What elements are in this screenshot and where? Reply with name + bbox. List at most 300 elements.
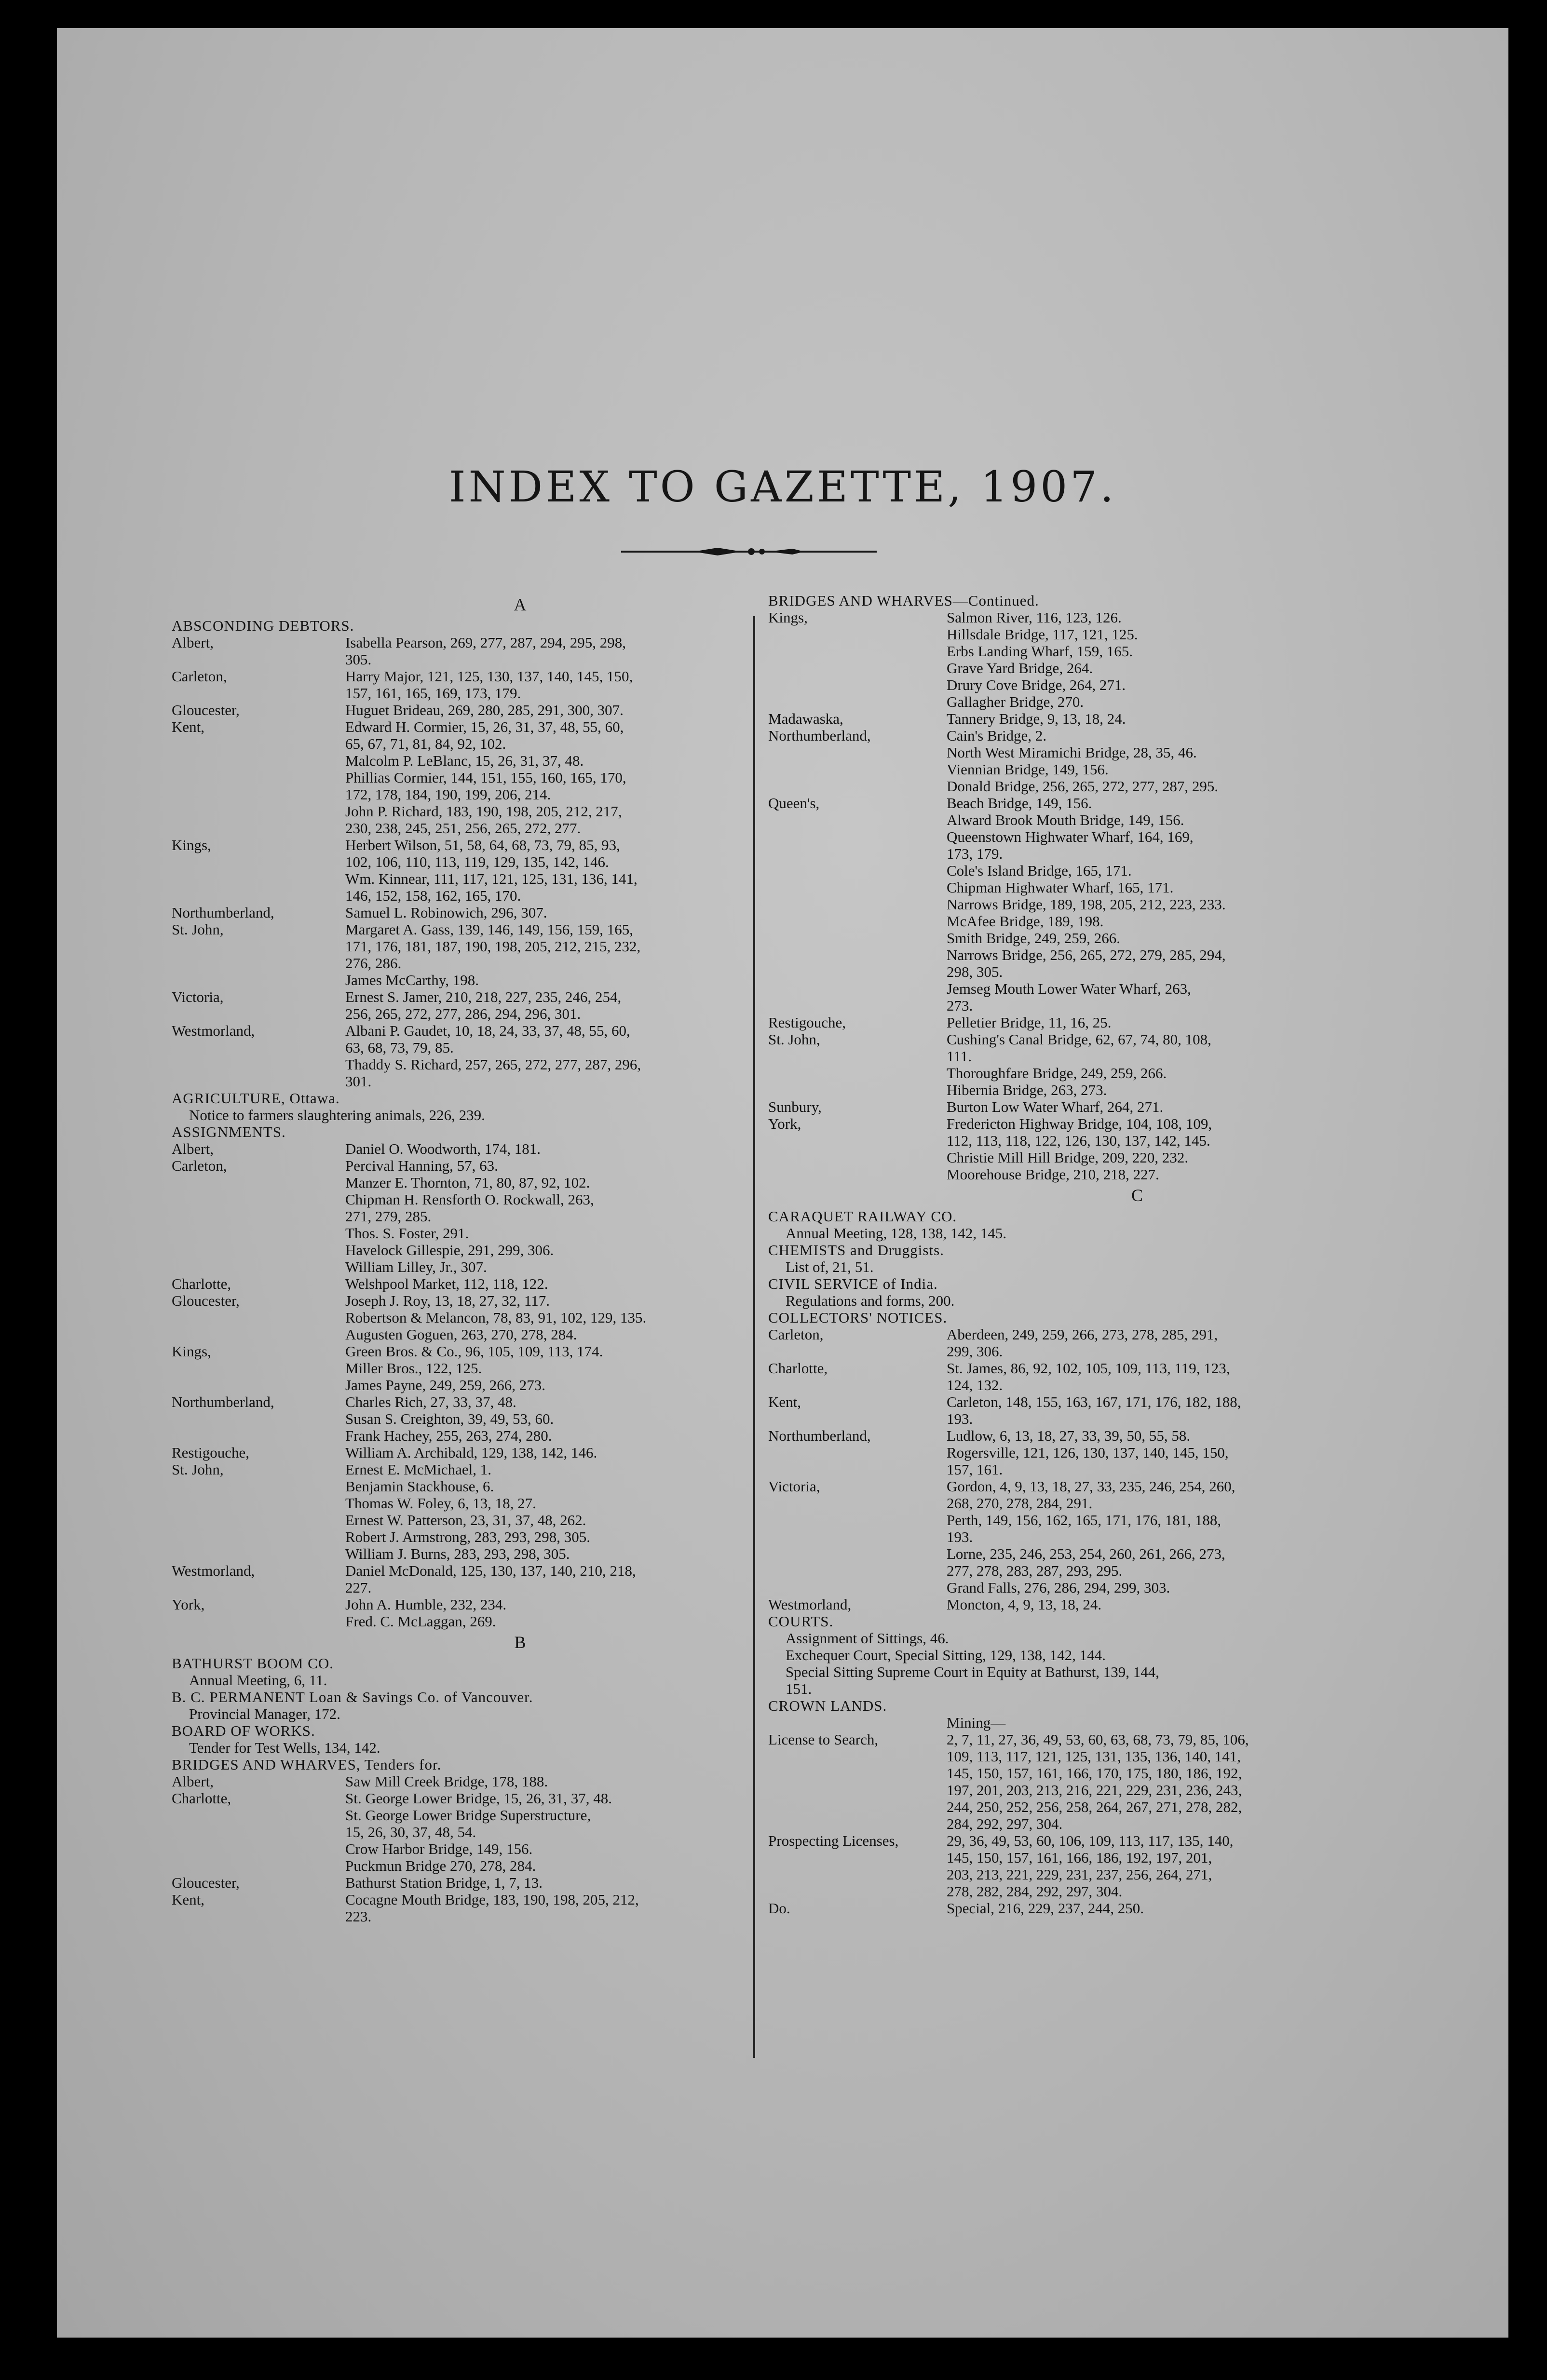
index-entry — [768, 626, 1419, 643]
entry-text: Phillias Cormier, 144, 151, 155, 160, 165, 170, 172, 178, 184, 190, 199, 206, 214. — [345, 769, 626, 803]
county-label: St. John, — [768, 1031, 820, 1048]
entry-text: Daniel McDonald, 125, 130, 137, 140, 210, 218, 227. — [345, 1562, 636, 1596]
county-label — [768, 744, 947, 761]
county-label — [768, 660, 947, 676]
county-label: Northumberland, — [172, 1393, 274, 1410]
index-entry — [172, 1191, 782, 1225]
index-entry — [768, 1031, 1419, 1065]
entry-text: Puckmun Bridge 270, 278, 284. — [345, 1857, 536, 1874]
entry-text: Moncton, 4, 9, 13, 18, 24. — [947, 1596, 1102, 1613]
county-label — [768, 1579, 947, 1596]
entry-text: Cushing's Canal Bridge, 62, 67, 74, 80, 108, 111. — [947, 1031, 1211, 1065]
entry-text: Thaddy S. Richard, 257, 265, 272, 277, 287, 296, 301. — [345, 1056, 641, 1090]
county-label — [768, 778, 947, 795]
index-entry — [172, 1309, 782, 1326]
index-entry — [172, 1056, 782, 1090]
county-label: Carleton, — [768, 1326, 824, 1343]
entry-text: St. George Lower Bridge Superstructure, 15, 26, 30, 37, 48, 54. — [345, 1807, 591, 1840]
county-label — [768, 930, 947, 947]
index-entry — [768, 676, 1419, 693]
county-label — [768, 811, 947, 828]
entry-text: Grand Falls, 276, 286, 294, 299, 303. — [947, 1579, 1170, 1596]
index-heading: B. C. PERMANENT Loan & Savings Co. of Vancouver. — [172, 1689, 533, 1705]
entry-text: Alward Brook Mouth Bridge, 149, 156. — [947, 811, 1184, 828]
index-entry — [768, 980, 1419, 1014]
entry-text: Grave Yard Bridge, 264. — [947, 660, 1093, 676]
county-label — [768, 879, 947, 896]
county-label: Northumberland, — [768, 1427, 871, 1444]
index-heading: BOARD OF WORKS. — [172, 1722, 315, 1739]
county-label — [768, 761, 947, 778]
county-label: Westmorland, — [172, 1562, 255, 1579]
entry-text: Charles Rich, 27, 33, 37, 48. — [345, 1393, 516, 1410]
county-label: Charlotte, — [172, 1790, 231, 1807]
entry-text: Harry Major, 121, 125, 130, 137, 140, 145, 150, 157, 161, 165, 169, 173, 179. — [345, 668, 633, 702]
index-entry — [172, 718, 782, 752]
index-entry — [172, 870, 782, 904]
left-column — [172, 592, 782, 1925]
county-label: Northumberland, — [172, 904, 274, 921]
index-entry — [768, 1596, 1419, 1613]
county-label: York, — [172, 1596, 205, 1613]
index-entry — [172, 1343, 782, 1360]
index-heading: BATHURST BOOM CO. — [172, 1655, 334, 1672]
entry-text: Ernest E. McMichael, 1. — [345, 1461, 492, 1478]
index-entry — [768, 1014, 1419, 1031]
entry-text: Herbert Wilson, 51, 58, 64, 68, 73, 79, 85, 93, 102, 106, 110, 113, 119, 129, 135, 142, 146. — [345, 837, 620, 870]
entry-text: Drury Cove Bridge, 264, 271. — [947, 676, 1126, 693]
entry-text: Carleton, 148, 155, 163, 167, 171, 176, 182, 188, 193. — [947, 1393, 1241, 1427]
county-label: Sunbury, — [768, 1098, 822, 1115]
index-entry — [768, 643, 1419, 660]
index-subentry: Assignment of Sittings, 46. — [786, 1630, 949, 1647]
county-label — [768, 828, 947, 862]
county-label: Queen's, — [768, 795, 820, 811]
county-label — [172, 870, 345, 904]
index-entry — [768, 862, 1419, 879]
index-entry — [768, 879, 1419, 896]
county-label — [768, 1444, 947, 1478]
ornamental-rule — [621, 543, 877, 560]
index-entry — [768, 1478, 1419, 1512]
index-subentry: Exchequer Court, Special Sitting, 129, 138, 142, 144. — [786, 1647, 1106, 1663]
index-entry — [768, 1545, 1419, 1579]
index-heading: COLLECTORS' NOTICES. — [768, 1309, 948, 1326]
index-heading: AGRICULTURE, Ottawa. — [172, 1090, 340, 1107]
index-entry — [768, 811, 1419, 828]
entry-text: Narrows Bridge, 189, 198, 205, 212, 223, 233. — [947, 896, 1226, 913]
county-label: St. John, — [172, 1461, 224, 1478]
county-label: Kent, — [172, 718, 205, 735]
entry-text: Welshpool Market, 112, 118, 122. — [345, 1275, 548, 1292]
index-entry — [768, 609, 1419, 626]
entry-text: Pelletier Bridge, 11, 16, 25. — [947, 1014, 1112, 1031]
index-entry — [172, 1022, 782, 1056]
entry-text: Gallagher Bridge, 270. — [947, 693, 1084, 710]
county-label: Kings, — [172, 1343, 211, 1360]
index-entry — [172, 1427, 782, 1444]
county-label — [172, 1478, 345, 1495]
entry-text: Smith Bridge, 249, 259, 266. — [947, 930, 1120, 947]
index-entry — [768, 660, 1419, 676]
index-entry — [172, 1242, 782, 1258]
index-entry — [172, 1174, 782, 1191]
entry-text: Perth, 149, 156, 162, 165, 171, 176, 181, 188, 193. — [947, 1512, 1221, 1545]
entry-text: St. George Lower Bridge, 15, 26, 31, 37, 48. — [345, 1790, 612, 1807]
index-entry — [768, 1082, 1419, 1098]
entry-text: Edward H. Cormier, 15, 26, 31, 37, 48, 55, 60, 65, 67, 71, 81, 84, 92, 102. — [345, 718, 624, 752]
entry-text: Frank Hachey, 255, 263, 274, 280. — [345, 1427, 552, 1444]
index-entry — [172, 1410, 782, 1427]
entry-text: Robertson & Melancon, 78, 83, 91, 102, 129, 135. — [345, 1309, 647, 1326]
index-heading: CIVIL SERVICE of India. — [768, 1275, 938, 1292]
index-entry — [172, 1562, 782, 1596]
entry-text: Rogersville, 121, 126, 130, 137, 140, 145, 150, 157, 161. — [947, 1444, 1229, 1478]
index-entry — [172, 1840, 782, 1857]
entry-text: Donald Bridge, 256, 265, 272, 277, 287, 295. — [947, 778, 1219, 795]
county-label — [172, 1613, 345, 1630]
county-label: Victoria, — [768, 1478, 820, 1495]
entry-text: Burton Low Water Wharf, 264, 271. — [947, 1098, 1164, 1115]
index-entry — [768, 1512, 1419, 1545]
entry-text: Daniel O. Woodworth, 174, 181. — [345, 1140, 541, 1157]
index-heading: BRIDGES AND WHARVES, Tenders for. — [172, 1756, 442, 1773]
section-letter: A — [514, 595, 527, 614]
index-entry — [768, 744, 1419, 761]
county-label: Gloucester, — [172, 1874, 240, 1891]
index-entry — [172, 1393, 782, 1410]
entry-text: Wm. Kinnear, 111, 117, 121, 125, 131, 136, 141, 146, 152, 158, 162, 165, 170. — [345, 870, 638, 904]
index-entry — [172, 1292, 782, 1309]
entry-text: Viennian Bridge, 149, 156. — [947, 761, 1109, 778]
index-heading: BRIDGES AND WHARVES—Continued. — [768, 592, 1039, 609]
index-entry — [768, 930, 1419, 947]
index-entry — [768, 1832, 1419, 1900]
county-label — [172, 1512, 345, 1528]
index-entry — [768, 1360, 1419, 1393]
index-entry — [172, 1275, 782, 1292]
county-label — [768, 1166, 947, 1183]
index-subentry: Annual Meeting, 6, 11. — [189, 1672, 327, 1689]
entry-text: Samuel L. Robinowich, 296, 307. — [345, 904, 547, 921]
index-entry — [172, 1613, 782, 1630]
county-label — [172, 1427, 345, 1444]
entry-text: Cole's Island Bridge, 165, 171. — [947, 862, 1132, 879]
county-label — [768, 947, 947, 980]
entry-text: Augusten Goguen, 263, 270, 278, 284. — [345, 1326, 577, 1343]
county-label: Westmorland, — [172, 1022, 255, 1039]
entry-text: Gordon, 4, 9, 13, 18, 27, 33, 235, 246, 254, 260, 268, 270, 278, 284, 291. — [947, 1478, 1235, 1512]
index-entry — [172, 921, 782, 972]
county-label: Carleton, — [172, 668, 227, 685]
index-entry — [768, 1065, 1419, 1082]
entry-text: Huguet Brideau, 269, 280, 285, 291, 300, 307. — [345, 702, 624, 718]
entry-text: Miller Bros., 122, 125. — [345, 1360, 482, 1377]
entry-text: Percival Hanning, 57, 63. — [345, 1157, 498, 1174]
index-entry — [172, 769, 782, 803]
entry-text: Chipman H. Rensforth O. Rockwall, 263, 271, 279, 285. — [345, 1191, 594, 1225]
index-entry — [768, 828, 1419, 862]
index-entry — [172, 668, 782, 702]
entry-text: Fredericton Highway Bridge, 104, 108, 109, 112, 113, 118, 122, 126, 130, 137, 142, 145. — [947, 1115, 1212, 1149]
index-entry — [768, 1115, 1419, 1149]
county-label: Northumberland, — [768, 727, 871, 744]
entry-text: Lorne, 235, 246, 253, 254, 260, 261, 266, 273, 277, 278, 283, 287, 293, 295. — [947, 1545, 1225, 1579]
county-label — [768, 693, 947, 710]
index-entry — [172, 1891, 782, 1925]
index-entry — [172, 1478, 782, 1495]
county-label — [172, 1174, 345, 1191]
index-entry — [172, 1545, 782, 1562]
index-entry — [768, 1900, 1419, 1917]
entry-text: Ludlow, 6, 13, 18, 27, 33, 39, 50, 55, 58. — [947, 1427, 1191, 1444]
index-entry — [172, 1326, 782, 1343]
county-label: Kings, — [172, 837, 211, 853]
index-entry — [768, 1427, 1419, 1444]
index-entry — [172, 988, 782, 1022]
entry-text: Salmon River, 116, 123, 126. — [947, 609, 1122, 626]
index-entry — [768, 778, 1419, 795]
county-label — [768, 676, 947, 693]
entry-text: Benjamin Stackhouse, 6. — [345, 1478, 494, 1495]
index-entry — [768, 1714, 1419, 1731]
county-label: Charlotte, — [768, 1360, 828, 1377]
county-label — [172, 1840, 345, 1857]
section-letter: C — [1131, 1186, 1143, 1205]
county-label — [172, 1545, 345, 1562]
county-label — [768, 1512, 947, 1545]
county-label — [768, 1065, 947, 1082]
index-entry — [768, 947, 1419, 980]
index-entry — [172, 1857, 782, 1874]
index-entry — [172, 837, 782, 870]
index-entry — [768, 795, 1419, 811]
county-label — [172, 1326, 345, 1343]
county-label — [172, 769, 345, 803]
index-entry — [172, 1807, 782, 1840]
entry-text: Moorehouse Bridge, 210, 218, 227. — [947, 1166, 1159, 1183]
entry-text: James Payne, 249, 259, 266, 273. — [345, 1377, 546, 1393]
county-label — [768, 1714, 947, 1731]
entry-text: Bathurst Station Bridge, 1, 7, 13. — [345, 1874, 543, 1891]
county-label — [172, 1225, 345, 1242]
county-label: St. John, — [172, 921, 224, 938]
entry-text: Mining— — [947, 1714, 1006, 1731]
entry-text: Susan S. Creighton, 39, 49, 53, 60. — [345, 1410, 554, 1427]
county-label — [768, 643, 947, 660]
page-title: INDEX TO GAZETTE, 1907. — [448, 462, 1117, 512]
county-label: Gloucester, — [172, 1292, 240, 1309]
entry-text: Havelock Gillespie, 291, 299, 306. — [345, 1242, 554, 1258]
entry-text: William J. Burns, 283, 293, 298, 305. — [345, 1545, 570, 1562]
entry-text: Thos. S. Foster, 291. — [345, 1225, 469, 1242]
index-entry — [172, 634, 782, 668]
entry-text: Queenstown Highwater Wharf, 164, 169, 173, 179. — [947, 828, 1194, 862]
county-label: Westmorland, — [768, 1596, 852, 1613]
county-label — [172, 1056, 345, 1090]
county-label: License to Search, — [768, 1731, 879, 1748]
index-heading: ABSCONDING DEBTORS. — [172, 617, 354, 634]
index-entry — [172, 972, 782, 988]
county-label — [768, 1149, 947, 1166]
index-subentry: Provincial Manager, 172. — [189, 1705, 340, 1722]
index-entry — [172, 702, 782, 718]
county-label — [768, 980, 947, 1014]
entry-text: Thomas W. Foley, 6, 13, 18, 27. — [345, 1495, 536, 1512]
index-entry — [768, 1166, 1419, 1183]
county-label — [172, 1242, 345, 1258]
entry-text: Hibernia Bridge, 263, 273. — [947, 1082, 1107, 1098]
county-label — [172, 1191, 345, 1225]
index-entry — [768, 727, 1419, 744]
entry-text: Jemseg Mouth Lower Water Wharf, 263, 273. — [947, 980, 1191, 1014]
entry-text: Margaret A. Gass, 139, 146, 149, 156, 159, 165, 171, 176, 181, 187, 190, 198, 205, 212, 215, 232, 276, 286. — [345, 921, 641, 972]
index-entry — [172, 1225, 782, 1242]
right-column — [768, 592, 1419, 1917]
index-entry — [172, 752, 782, 769]
entry-text: Cocagne Mouth Bridge, 183, 190, 198, 205, 212, 223. — [345, 1891, 639, 1925]
county-label: Kent, — [768, 1393, 801, 1410]
county-label: Albert, — [172, 1140, 214, 1157]
index-entry — [768, 1098, 1419, 1115]
entry-text: Special, 216, 229, 237, 244, 250. — [947, 1900, 1144, 1917]
county-label — [172, 1528, 345, 1545]
entry-text: James McCarthy, 198. — [345, 972, 479, 988]
index-subentry: List of, 21, 51. — [786, 1258, 874, 1275]
entry-text: Chipman Highwater Wharf, 165, 171. — [947, 879, 1174, 896]
entry-text: William Lilley, Jr., 307. — [345, 1258, 487, 1275]
index-entry — [172, 1790, 782, 1807]
index-entry — [172, 1596, 782, 1613]
index-subentry: Special Sitting Supreme Court in Equity at Bathurst, 139, 144, 151. — [786, 1663, 1159, 1697]
index-entry — [768, 1731, 1419, 1832]
county-label — [172, 752, 345, 769]
index-entry — [768, 761, 1419, 778]
county-label — [172, 1857, 345, 1874]
entry-text: William A. Archibald, 129, 138, 142, 146. — [345, 1444, 597, 1461]
entry-text: Aberdeen, 249, 259, 266, 273, 278, 285, 291, 299, 306. — [947, 1326, 1218, 1360]
entry-text: Thoroughfare Bridge, 249, 259, 266. — [947, 1065, 1167, 1082]
county-label: Charlotte, — [172, 1275, 231, 1292]
county-label: York, — [768, 1115, 801, 1132]
entry-text: Saw Mill Creek Bridge, 178, 188. — [345, 1773, 548, 1790]
entry-text: Isabella Pearson, 269, 277, 287, 294, 295, 298, 305. — [345, 634, 626, 668]
county-label — [172, 1410, 345, 1427]
index-entry — [768, 1393, 1419, 1427]
county-label: Carleton, — [172, 1157, 227, 1174]
county-label — [768, 896, 947, 913]
index-entry — [172, 803, 782, 837]
index-heading: COURTS. — [768, 1613, 834, 1630]
county-label: Restigouche, — [172, 1444, 249, 1461]
county-label: Do. — [768, 1900, 790, 1917]
county-label — [172, 1309, 345, 1326]
county-label — [172, 1807, 345, 1840]
index-subentry: Notice to farmers slaughtering animals, 226, 239. — [189, 1107, 485, 1123]
index-entry — [172, 1258, 782, 1275]
index-heading: CROWN LANDS. — [768, 1697, 887, 1714]
index-entry — [172, 1157, 782, 1174]
county-label — [172, 1360, 345, 1377]
index-heading: CARAQUET RAILWAY CO. — [768, 1208, 957, 1225]
entry-text: John P. Richard, 183, 190, 198, 205, 212, 217, 230, 238, 245, 251, 256, 265, 272, 277. — [345, 803, 622, 837]
county-label — [768, 913, 947, 930]
entry-text: 2, 7, 11, 27, 36, 49, 53, 60, 63, 68, 73, 79, 85, 106, 109, 113, 117, 121, 125, 131, 135, 136, 140, 141, 145, 150, 157, 161, 166, 170, 175, 180, 186, 192, 197, 201, 203, 213, 216, 221, 229, 231, 236, 243, 244, 250, 252, 256, 258, 264, 267, 271, 278, 282, 284, 292, 297, 304. — [947, 1731, 1249, 1832]
index-entry — [172, 1528, 782, 1545]
index-entry — [172, 1461, 782, 1478]
index-entry — [172, 904, 782, 921]
index-subentry: Tender for Test Wells, 134, 142. — [189, 1739, 380, 1756]
index-entry — [172, 1495, 782, 1512]
index-subentry: Regulations and forms, 200. — [786, 1292, 955, 1309]
county-label — [172, 1495, 345, 1512]
county-label — [768, 626, 947, 643]
index-entry — [768, 1326, 1419, 1360]
entry-text: Cain's Bridge, 2. — [947, 727, 1047, 744]
index-entry — [768, 1579, 1419, 1596]
entry-text: McAfee Bridge, 189, 198. — [947, 913, 1104, 930]
entry-text: Malcolm P. LeBlanc, 15, 26, 31, 37, 48. — [345, 752, 584, 769]
index-subentry: Annual Meeting, 128, 138, 142, 145. — [786, 1225, 1007, 1242]
entry-text: John A. Humble, 232, 234. — [345, 1596, 507, 1613]
index-entry — [768, 896, 1419, 913]
entry-text: Robert J. Armstrong, 283, 293, 298, 305. — [345, 1528, 591, 1545]
county-label: Gloucester, — [172, 702, 240, 718]
county-label — [768, 1545, 947, 1579]
index-entry — [768, 710, 1419, 727]
index-entry — [172, 1377, 782, 1393]
index-entry — [768, 693, 1419, 710]
entry-text: Christie Mill Hill Bridge, 209, 220, 232. — [947, 1149, 1189, 1166]
entry-text: Beach Bridge, 149, 156. — [947, 795, 1092, 811]
county-label — [172, 1377, 345, 1393]
entry-text: 29, 36, 49, 53, 60, 106, 109, 113, 117, 135, 140, 145, 150, 157, 161, 166, 186, 192, 197, 201, 203, 213, 221, 229, 231, 237, 256, 264, 271, 278, 282, 284, 292, 297, 304. — [947, 1832, 1234, 1900]
county-label — [768, 862, 947, 879]
index-entry — [768, 1444, 1419, 1478]
entry-text: Ernest W. Patterson, 23, 31, 37, 48, 262. — [345, 1512, 586, 1528]
county-label: Restigouche, — [768, 1014, 846, 1031]
county-label: Prospecting Licenses, — [768, 1832, 899, 1849]
county-label — [172, 803, 345, 837]
county-label: Victoria, — [172, 988, 224, 1005]
county-label — [768, 1082, 947, 1098]
entry-text: Manzer E. Thornton, 71, 80, 87, 92, 102. — [345, 1174, 590, 1191]
index-entry — [768, 1149, 1419, 1166]
index-heading: CHEMISTS and Druggists. — [768, 1242, 944, 1258]
county-label: Kent, — [172, 1891, 205, 1908]
entry-text: Crow Harbor Bridge, 149, 156. — [345, 1840, 533, 1857]
index-entry — [172, 1874, 782, 1891]
county-label: Madawaska, — [768, 710, 843, 727]
index-entry — [172, 1444, 782, 1461]
index-entry — [172, 1773, 782, 1790]
index-entry — [172, 1360, 782, 1377]
county-label: Albert, — [172, 634, 214, 651]
entry-text: Hillsdale Bridge, 117, 121, 125. — [947, 626, 1138, 643]
index-entry — [172, 1512, 782, 1528]
county-label: Albert, — [172, 1773, 214, 1790]
county-label: Kings, — [768, 609, 808, 626]
entry-text: Joseph J. Roy, 13, 18, 27, 32, 117. — [345, 1292, 550, 1309]
county-label — [172, 972, 345, 988]
entry-text: Fred. C. McLaggan, 269. — [345, 1613, 496, 1630]
entry-text: Green Bros. & Co., 96, 105, 109, 113, 174. — [345, 1343, 603, 1360]
entry-text: Albani P. Gaudet, 10, 18, 24, 33, 37, 48, 55, 60, 63, 68, 73, 79, 85. — [345, 1022, 630, 1056]
entry-text: North West Miramichi Bridge, 28, 35, 46. — [947, 744, 1197, 761]
gazette-index-page — [57, 28, 1508, 2338]
index-heading: ASSIGNMENTS. — [172, 1123, 286, 1140]
county-label — [172, 1258, 345, 1275]
